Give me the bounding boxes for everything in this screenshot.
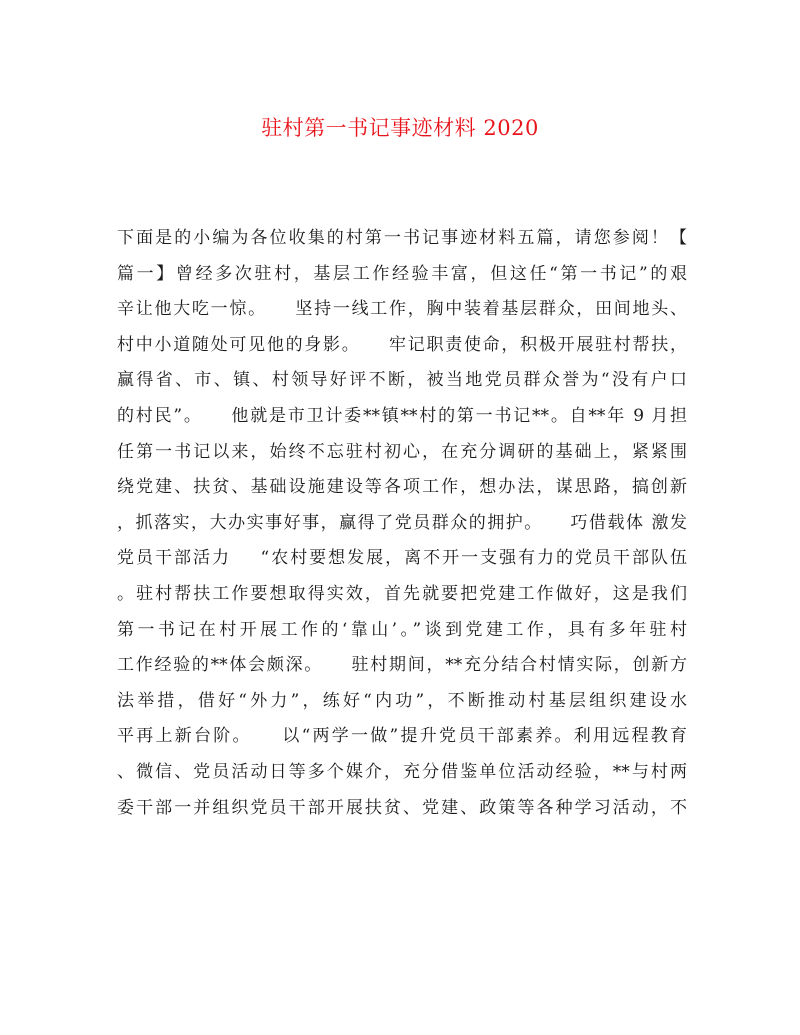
body-line: 。驻村帮扶工作要想取得实效，首先就要把党建工作做好，这是我们 <box>117 583 687 604</box>
body-line: 篇一】曾经多次驻村，基层工作经验丰富，但这任“第一书记”的艰 <box>117 263 687 284</box>
body-line: 党员干部活力 “农村要想发展，离不开一支强有力的党员干部队伍 <box>117 548 687 569</box>
body-line: 村中小道随处可见他的身影。 牢记职责使命，积极开展驻村帮扶， <box>117 334 687 355</box>
body-line: ，抓落实，大办实事好事，赢得了党员群众的拥护。 巧借载体 激发 <box>117 512 687 533</box>
body-line: 任第一书记以来，始终不忘驻村初心，在充分调研的基础上，紧紧围 <box>117 441 687 462</box>
body-line: 平再上新台阶。 以“两学一做”提升党员干部素养。利用远程教育 <box>117 726 687 747</box>
document-title: 驻村第一书记事迹材料 2020 <box>261 116 539 140</box>
body-line: 下面是的小编为各位收集的村第一书记事迹材料五篇，请您参阅！【 <box>117 228 687 248</box>
body-line: 工作经验的**体会颇深。 驻村期间，**充分结合村情实际，创新方 <box>117 655 687 676</box>
body-line: 赢得省、市、镇、村领导好评不断，被当地党员群众誉为“没有户口 <box>117 370 687 391</box>
document-body <box>117 221 687 826</box>
body-line: 第一书记在村开展工作的‘靠山’。”谈到党建工作，具有多年驻村 <box>117 619 687 640</box>
body-line: 委干部一并组织党员干部开展扶贫、党建、政策等各种学习活动，不 <box>117 797 687 818</box>
body-line: 、微信、党员活动日等多个媒介，充分借鉴单位活动经验，**与村两 <box>117 761 687 782</box>
body-line: 法举措，借好“外力”，练好“内功”，不断推动村基层组织建设水 <box>117 690 687 711</box>
body-line: 的村民”。 他就是市卫计委**镇**村的第一书记**。自**年 9 月担 <box>117 405 687 426</box>
body-line: 辛让他大吃一惊。 坚持一线工作，胸中装着基层群众，田间地头、 <box>117 299 687 320</box>
body-line: 绕党建、扶贫、基础设施建设等各项工作，想办法，谋思路，搞创新 <box>117 477 687 498</box>
